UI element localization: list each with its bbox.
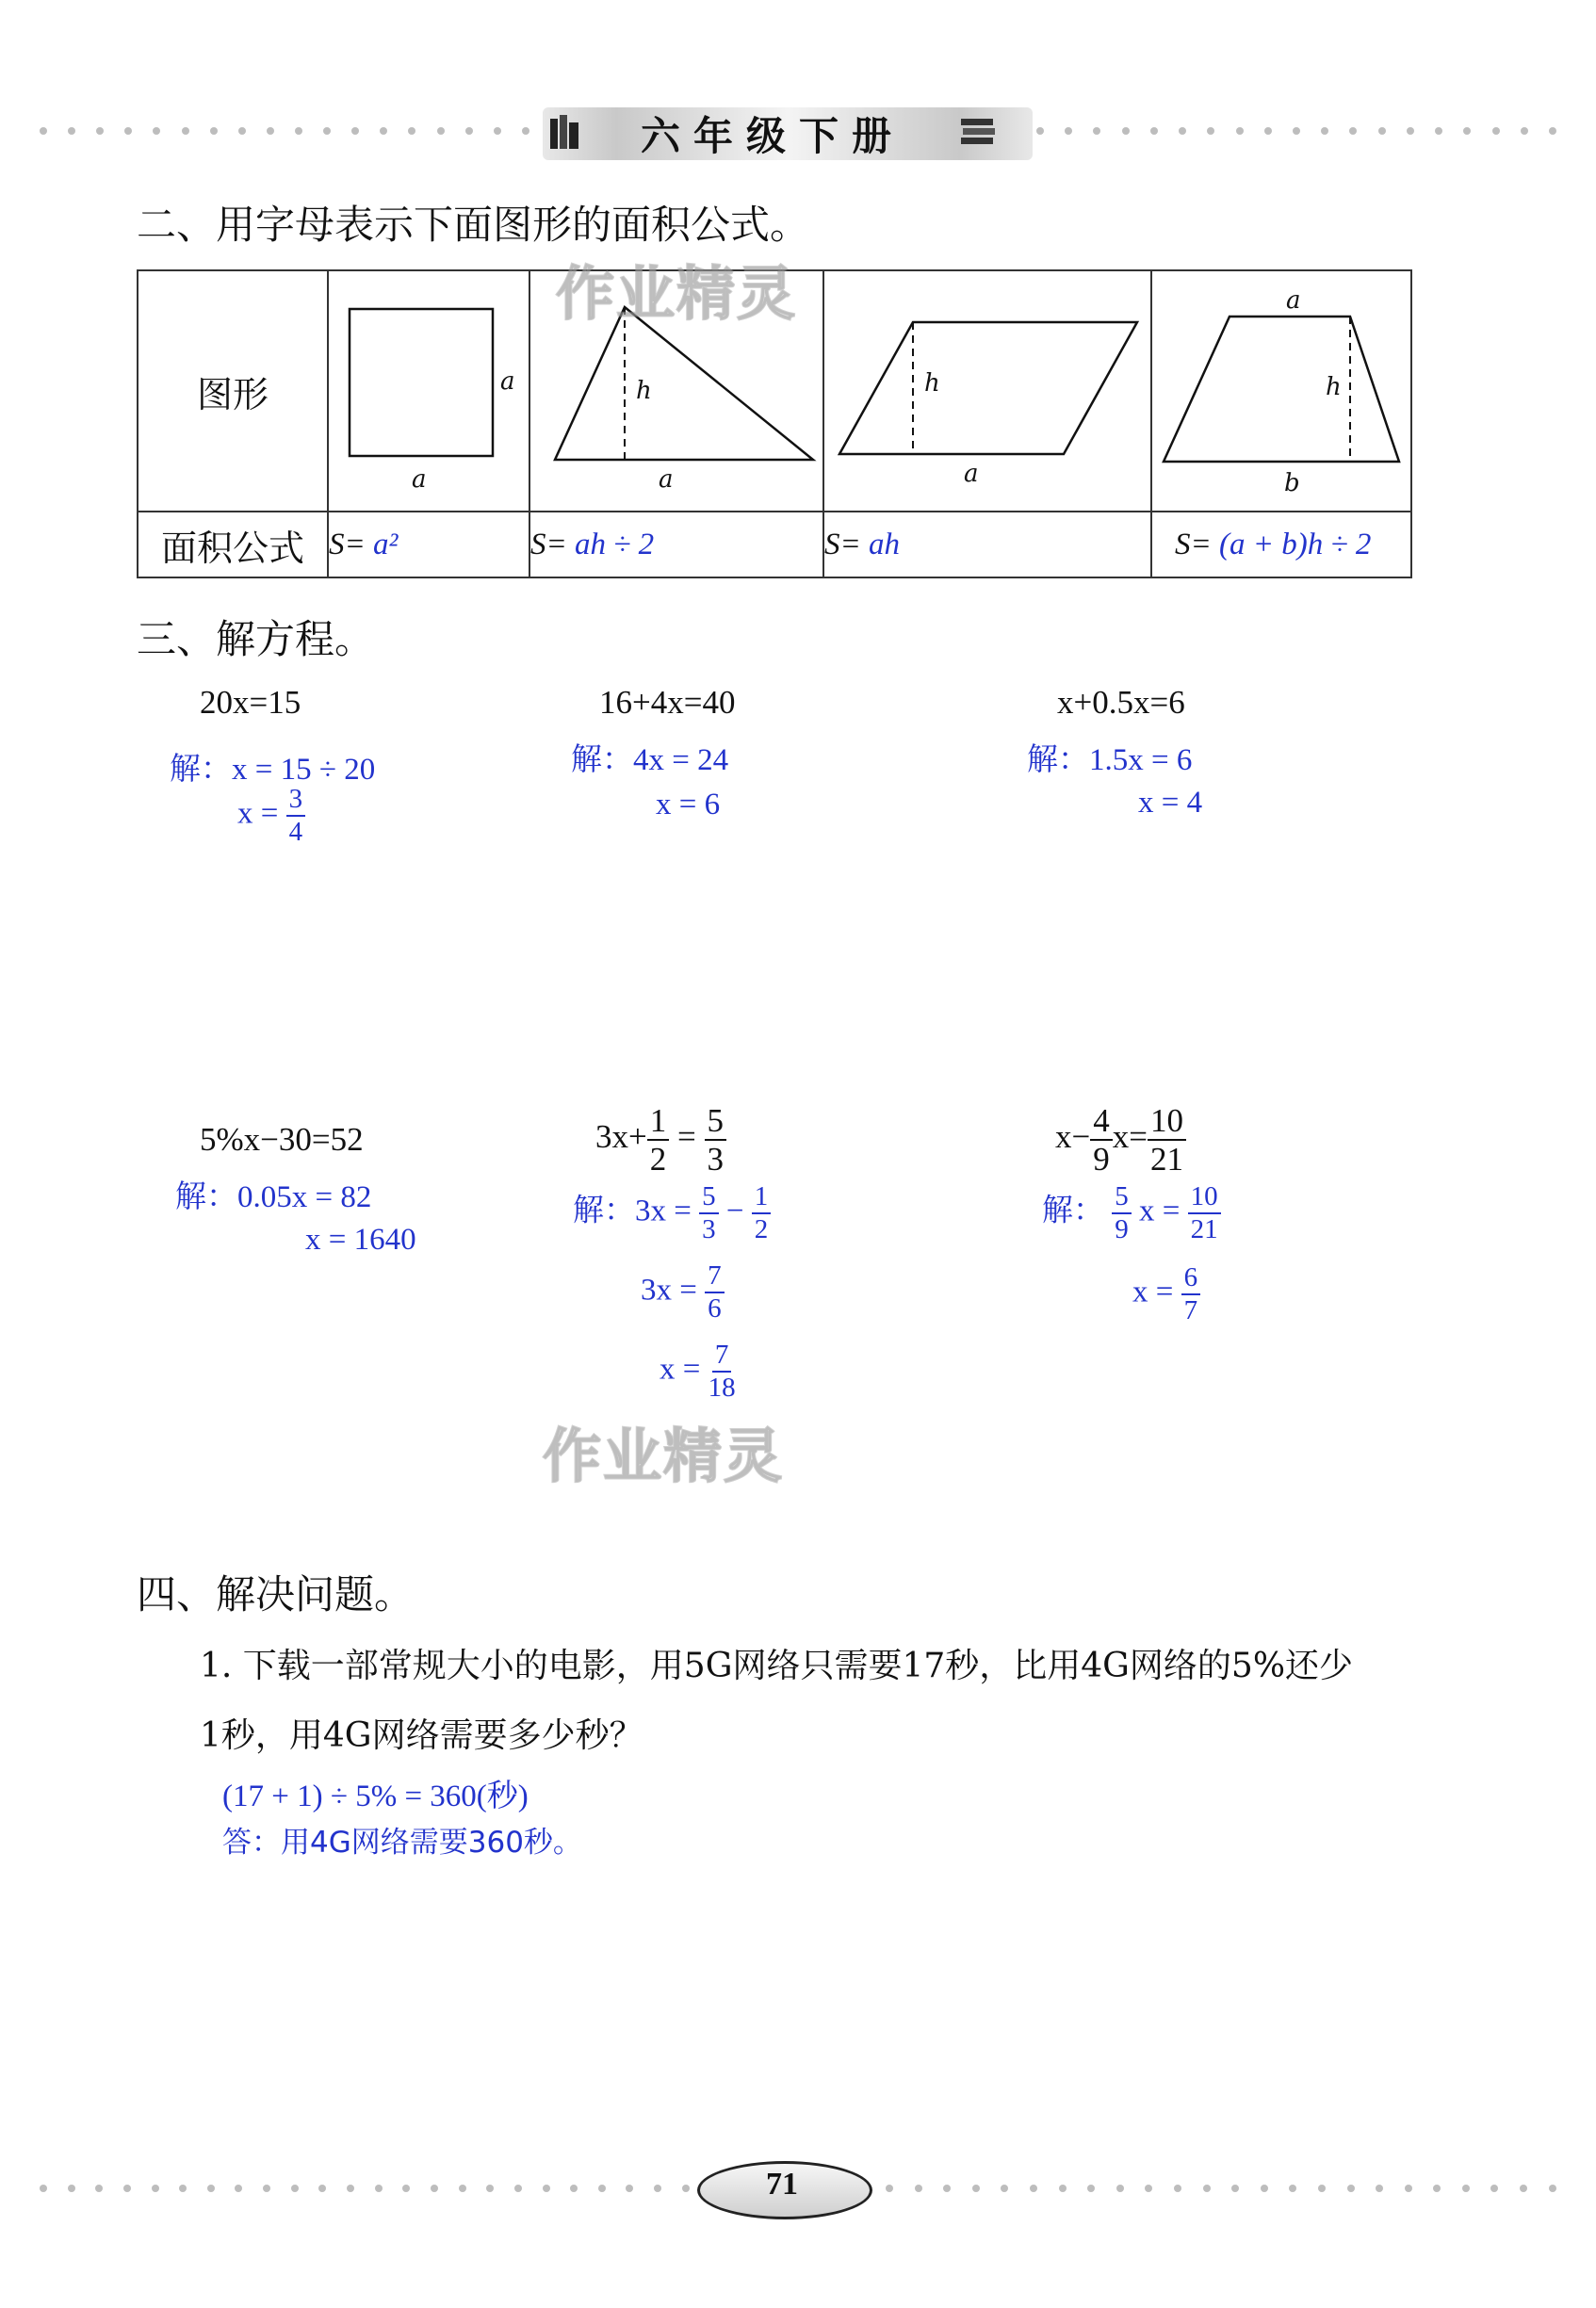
section3-title: 三、解方程。 <box>137 616 375 662</box>
row-label-formula: 面积公式 <box>138 512 328 577</box>
square-cell <box>328 270 529 512</box>
square-side-bottom: a <box>412 465 427 494</box>
watermark-2: 作业精灵 <box>543 1422 785 1490</box>
problem-1-answer: 答：用4G网络需要360秒。 <box>222 1826 582 1860</box>
book-icon <box>548 113 582 151</box>
square-formula: S= a² <box>328 512 529 577</box>
equation-5-step2: 3x = $\frac{7}{6}$ <box>641 1262 725 1323</box>
equation-2-step1: 解：4x = 24 <box>571 743 729 777</box>
problem-1-line2: 1秒，用4G网络需要多少秒？ <box>200 1716 643 1755</box>
parallelogram-formula-answer: ah <box>869 527 901 561</box>
triangle-formula-answer: ah ÷ 2 <box>575 527 655 561</box>
parallelogram-base-label: a <box>964 460 979 488</box>
equation-3-step2: x = 4 <box>1138 786 1203 820</box>
trapezoid-figure <box>1152 271 1410 507</box>
equation-6-step1: 解： $\frac{5}{9}$ x = $\frac{10}{21}$ <box>1042 1183 1221 1243</box>
square-formula-answer: a² <box>373 527 399 561</box>
header-dots-right <box>1036 126 1556 136</box>
problem-1-calculation: (17 + 1) ÷ 5% = 360(秒) <box>222 1780 529 1813</box>
triangle-height-label: h <box>636 377 652 405</box>
parallelogram-figure <box>824 271 1150 507</box>
equation-4-step2: x = 1640 <box>305 1223 416 1257</box>
trapezoid-height-label: h <box>1326 373 1342 401</box>
trapezoid-cell <box>1151 270 1411 512</box>
parallelogram-formula: S= ah <box>823 512 1151 577</box>
equation-1-step1: 解：x = 15 ÷ 20 <box>170 753 376 787</box>
row-label-shape: 图形 <box>138 270 328 512</box>
equation-1: 20x=15 <box>200 684 301 721</box>
trapezoid-formula-answer: (a + b)h ÷ 2 <box>1219 527 1372 561</box>
section2-title: 二、用字母表示下面图形的面积公式。 <box>137 202 810 248</box>
equation-1-step2: x = $\frac{3}{4}$ <box>237 786 305 846</box>
equation-2: 16+4x=40 <box>599 684 736 721</box>
book-title: 六年级下册 <box>641 113 905 159</box>
books-stack-icon <box>959 117 997 147</box>
equation-5-step3: x = $\frac{7}{18}$ <box>660 1340 736 1403</box>
triangle-base-label: a <box>659 465 674 494</box>
equation-4-step1: 解：0.05x = 82 <box>175 1180 372 1214</box>
trapezoid-bottom-label: b <box>1284 469 1300 497</box>
problem-1-line1: 1. 下载一部常规大小的电影，用5G网络只需要17秒，比用4G网络的5%还少 <box>200 1647 1354 1685</box>
footer-dots-left <box>40 2184 690 2193</box>
equation-6: x− $\frac{4}{9}$ x= $\frac{10}{21}$ <box>1055 1104 1186 1176</box>
equation-2-step2: x = 6 <box>656 788 721 821</box>
header-dots-left <box>40 126 529 136</box>
triangle-formula: S= ah ÷ 2 <box>529 512 823 577</box>
page-number: 71 <box>766 2167 798 2202</box>
equation-6-step2: x = $\frac{6}{7}$ <box>1132 1264 1200 1325</box>
equation-4: 5%x−30=52 <box>200 1121 364 1158</box>
watermark: 作业精灵 <box>556 259 798 328</box>
equation-3-step1: 解：1.5x = 6 <box>1027 743 1193 777</box>
equation-5: 3x+ $\frac{1}{2}$ = $\frac{5}{3}$ <box>595 1104 726 1176</box>
square-figure <box>329 271 529 507</box>
equation-5-step1: 解：3x = $\frac{5}{3}$ − $\frac{1}{2}$ <box>573 1183 771 1243</box>
square-side-right: a <box>500 367 515 396</box>
trapezoid-top-label: a <box>1286 286 1301 315</box>
parallelogram-height-label: h <box>924 369 940 398</box>
equation-3: x+0.5x=6 <box>1057 684 1185 721</box>
parallelogram-cell <box>823 270 1151 512</box>
footer-dots-right <box>886 2184 1556 2193</box>
section4-title: 四、解决问题。 <box>137 1571 415 1617</box>
trapezoid-formula: S= (a + b)h ÷ 2 <box>1151 512 1411 577</box>
